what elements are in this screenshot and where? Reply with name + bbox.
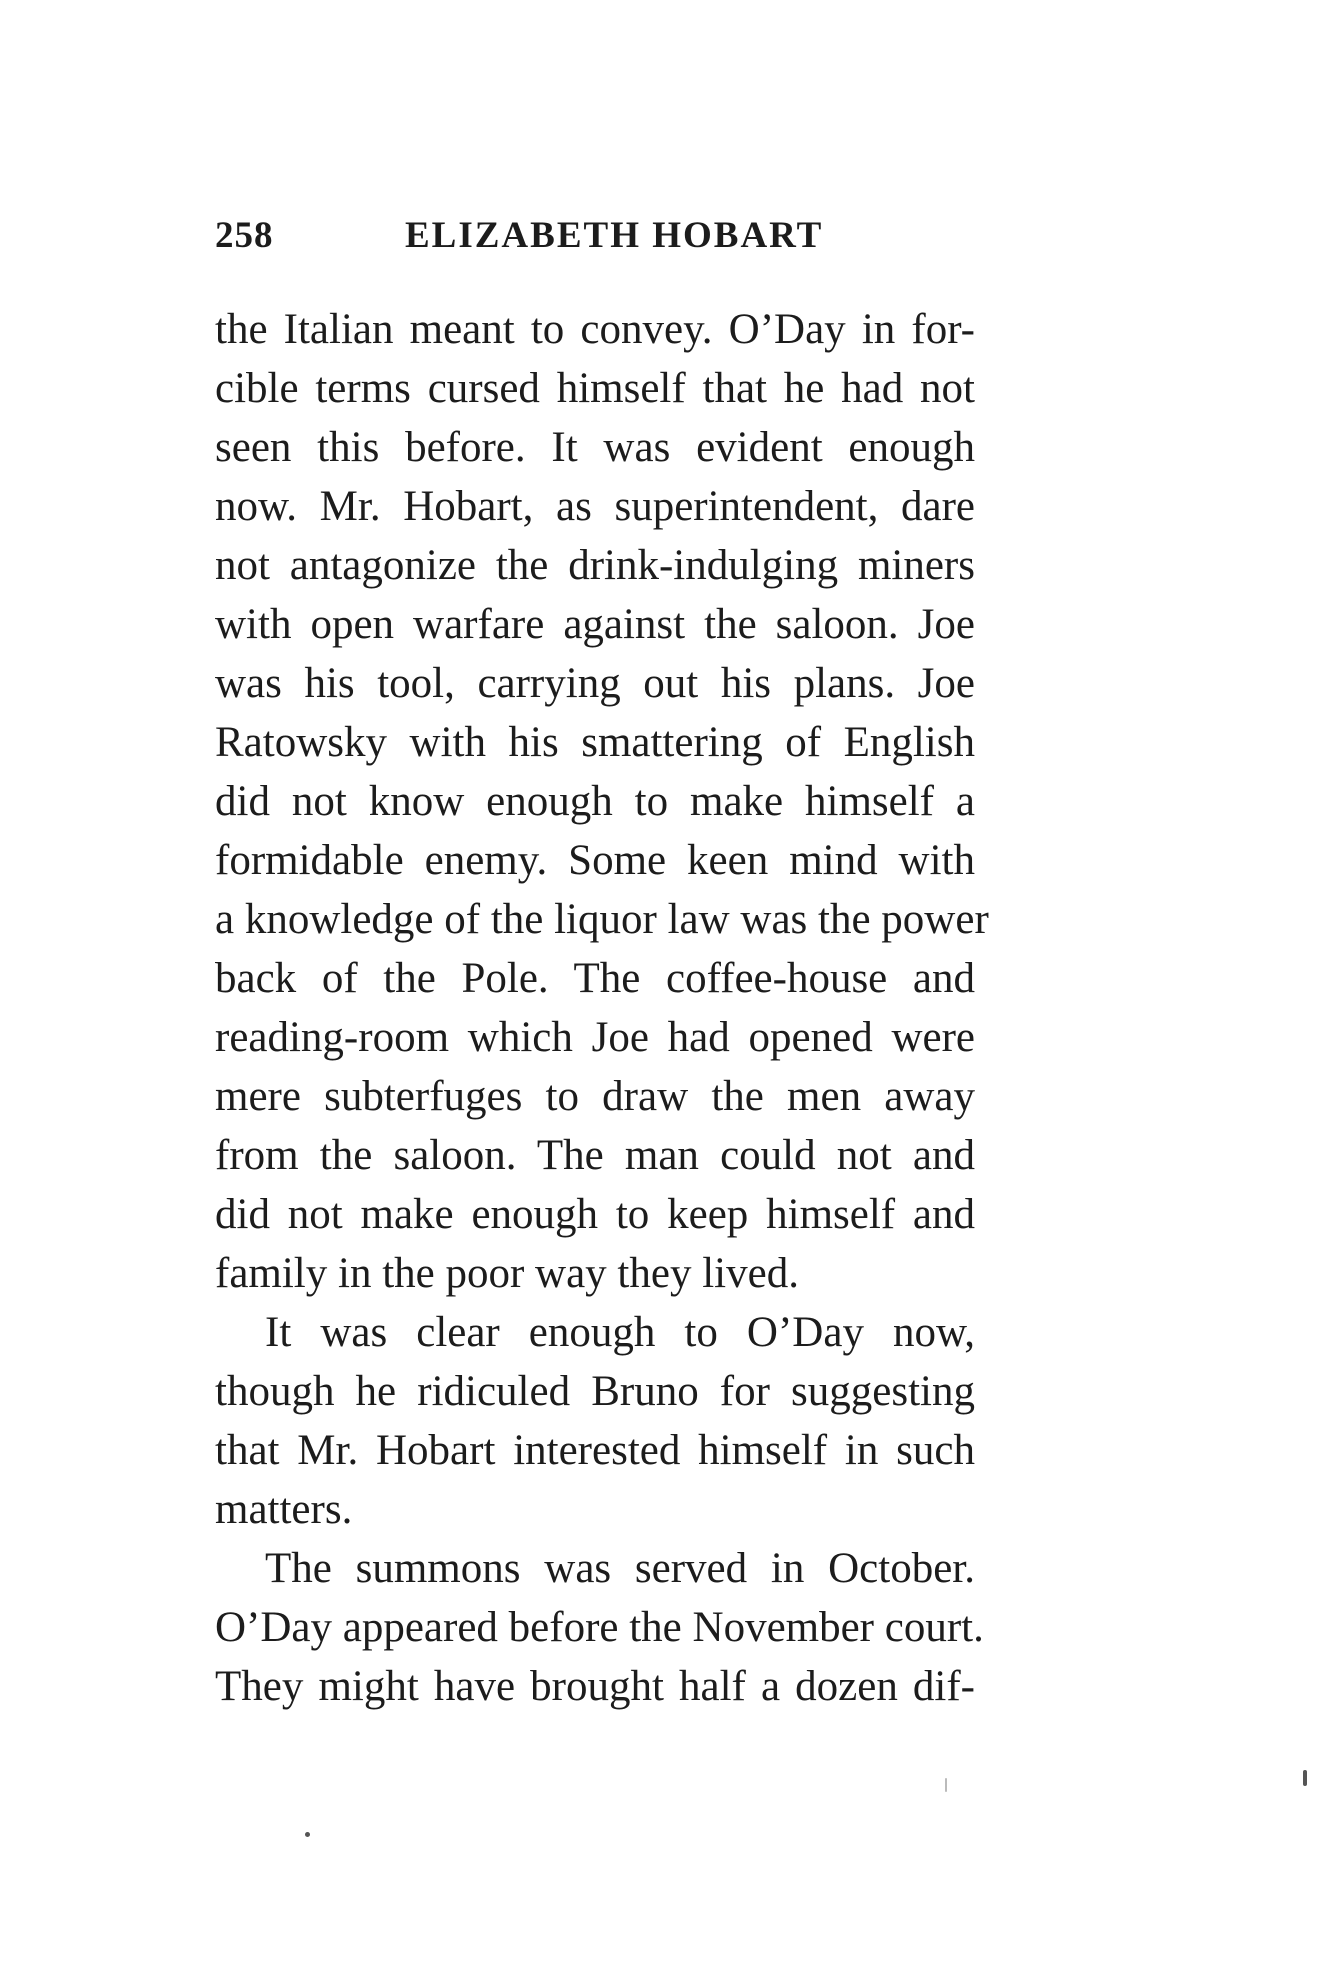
page-number: 258 — [215, 215, 274, 256]
text-line: cible terms cursed himself that he had not — [215, 365, 975, 412]
text-line: was his tool, carrying out his plans. Joe — [215, 660, 975, 707]
text-line: the Italian meant to convey. O’Day in for- — [215, 306, 975, 353]
text-line: O’Day appeared before the November court. — [215, 1604, 984, 1651]
text-line: did not know enough to make himself a — [215, 778, 975, 825]
text-line: a knowledge of the liquor law was the power — [215, 896, 989, 943]
text-line: reading-room which Joe had opened were — [215, 1014, 975, 1061]
text-line: Ratowsky with his smattering of English — [215, 719, 975, 766]
text-line: It was clear enough to O’Day now, — [265, 1309, 975, 1356]
text-line: from the saloon. The man could not and — [215, 1132, 975, 1179]
running-title: ELIZABETH HOBART — [405, 215, 824, 256]
text-line: with open warfare against the saloon. Joe — [215, 601, 975, 648]
text-line: They might have brought half a dozen dif- — [215, 1663, 975, 1710]
text-line: that Mr. Hobart interested himself in such — [215, 1427, 975, 1474]
text-line: mere subterfuges to draw the men away — [215, 1073, 975, 1120]
text-line: back of the Pole. The coffee-house and — [215, 955, 975, 1002]
scan-speck — [1303, 1770, 1307, 1786]
text-line: did not make enough to keep himself and — [215, 1191, 975, 1238]
body-text — [215, 300, 989, 1716]
text-line: now. Mr. Hobart, as superintendent, dare — [215, 483, 975, 530]
text-line: family in the poor way they lived. — [215, 1250, 799, 1297]
text-line: matters. — [215, 1486, 353, 1533]
text-line: formidable enemy. Some keen mind with — [215, 837, 975, 884]
text-line: not antagonize the drink-indulging miners — [215, 542, 975, 589]
text-line: though he ridiculed Bruno for suggesting — [215, 1368, 975, 1415]
text-line: seen this before. It was evident enough — [215, 424, 975, 471]
text-line: The summons was served in October. — [265, 1545, 975, 1592]
scan-speck — [305, 1832, 310, 1837]
running-head — [215, 214, 975, 264]
scan-speck — [945, 1778, 947, 1792]
